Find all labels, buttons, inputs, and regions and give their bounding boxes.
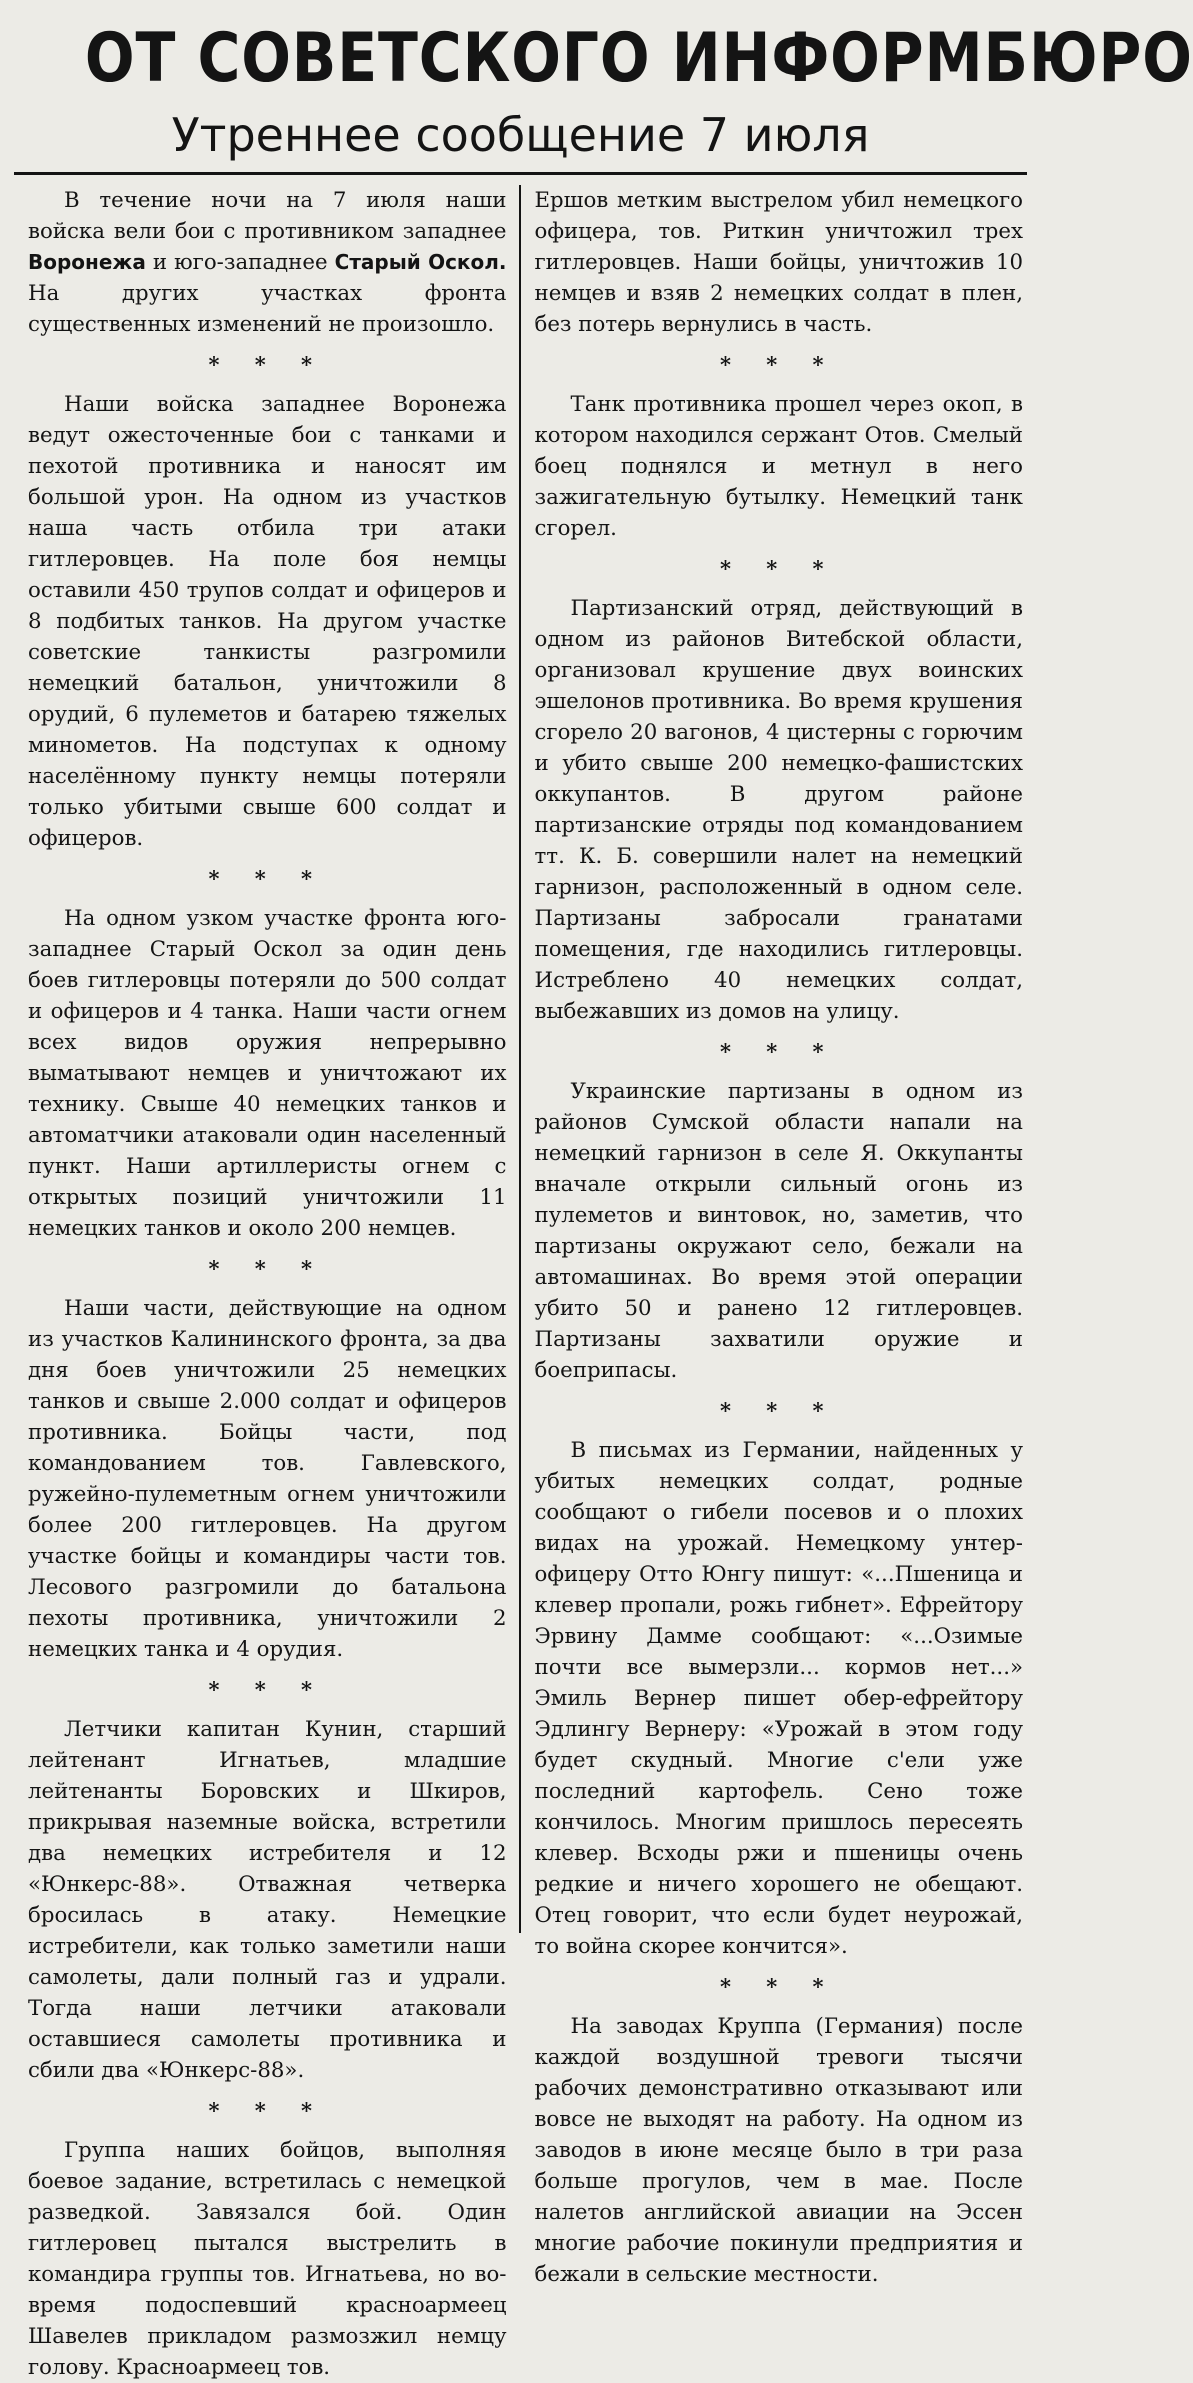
separator: * * *: [719, 1974, 838, 1999]
place-voronezh: Воронежа: [28, 250, 146, 274]
separator: * * *: [719, 1039, 838, 1064]
article-columns: [14, 185, 1027, 2380]
paragraph-4: Наши части, действующие на одном из участков Калининского фронта, за два дня боев уничтожили 25 немецких танков и свыше 2.000 солдат и офицеров противника. Бойцы части, под командованием тов. Гавлевского, ружейно-пулеметным огнем уничтожили более 200 гитлеровцев. На другом участке бойцы и командиры части тов. Лесового разгромили до батальона пехоты противника, уничтожили 2 немецких танка и 4 орудия.: [28, 1296, 507, 1662]
paragraph-2: Наши войска западнее Воронежа ведут ожесточенные бои с танками и пехотой противника и наносят им большой урон. На одном из участков наша часть отбила три атаки гитлеровцев. На поле боя немцы оставили 450 трупов солдат и офицеров и 8 подбитых танков. На другом участке советские танкисты разгромили немецкий батальон, уничтожили 8 орудий, 6 пулеметов и батарею тяжелых минометов. На подступах к одному населённому пункту немцы потеряли только убитыми свыше 600 солдат и офицеров.: [28, 392, 507, 851]
subheadline: Утреннее сообщение 7 июля: [171, 108, 870, 162]
paragraph-6: Группа наших бойцов, выполняя боевое задание, встретилась с немецкой разведкой. Завязался бой. Один гитлеровец пытался выстрелить в командира группы тов. Игнатьева, но во-время подоспевший красноармеец Шавелев прикладом размозжил немцу голову. Красноармеец тов.: [28, 2138, 507, 2380]
separator: * * *: [208, 2098, 327, 2123]
separator: * * *: [719, 1398, 838, 1423]
paragraph-5: Летчики капитан Кунин, старший лейтенант Игнатьев, младшие лейтенанты Боровских и Шкиров, прикрывая наземные войска, встретили два немецких истребителя и 12 «Юнкерс-88». Отважная четверка бросилась в атаку. Немецкие истребители, как только заметили наши самолеты, дали полный газ и удрали. Тогда наши летчики атаковали оставшиеся самолеты противника и сбили два «Юнкерс-88».: [28, 1717, 507, 2083]
paragraph-1-text-c: На других участках фронта существенных изменений не произошло.: [28, 281, 507, 337]
separator: * * *: [719, 352, 838, 377]
paragraph-1-text-b: и юго-западнее: [145, 250, 335, 275]
paragraph-10: В письмах из Германии, найденных у убитых немецких солдат, родные сообщают о гибели посевов и о плохих видах на урожай. Немецкому унтер-офицеру Отто Юнгу пишут: «...Пшеница и клевер пропали, рожь гибнет». Ефрейтору Эрвину Дамме сообщают: «...Озимые почти все вымерзли... кормов нет...» Эмиль Вернер пишет обер-ефрейтору Эдлингу Вернеру: «Урожай в этом году будет скудный. Многие с'ели уже последний картофель. Сено тоже кончилось. Многим пришлось пересеять клевер. Всходы ржи и пшеницы очень редкие и ничего хорошего не обещают. Отец говорит, что если будет неурожай, то война скорее кончится».: [534, 1438, 1023, 1959]
paragraph-1-text-a: В течение ночи на 7 июля наши войска вели бои с противником западнее: [28, 188, 507, 244]
separator: * * *: [208, 1256, 327, 1281]
paragraph-8: Партизанский отряд, действующий в одном из районов Витебской области, организовал крушение двух воинских эшелонов противника. Во время крушения сгорело 20 вагонов, 4 цистерны с горючим и убито свыше 200 немецко-фашистских оккупантов. В другом районе партизанские отряды под командованием тт. К. Б. совершили налет на немецкий гарнизон, расположенный в одном селе. Партизаны забросали гранатами помещения, где находились гитлеровцы. Истреблено 40 немецких солдат, выбежавших из домов на улицу.: [534, 596, 1023, 1024]
right-column: [521, 185, 1028, 2287]
paragraph-3: На одном узком участке фронта юго-западнее Старый Оскол за один день боев гитлеровцы потеряли до 500 солдат и офицеров и 4 танка. Наши части огнем всех видов оружия непрерывно выматывают немцев и уничтожают их технику. Свыше 40 немецких танков и автоматчики атаковали один населенный пункт. Наши артиллеристы огнем с открытых позиций уничтожили 11 немецких танков и около 200 немцев.: [28, 906, 507, 1241]
paragraph-11: На заводах Круппа (Германия) после каждой воздушной тревоги тысячи рабочих демонстративно отказывают или вовсе не выходят на работу. На одном из заводов в июне месяце было в три раза больше прогулов, чем в мае. После налетов английской авиации на Эссен многие рабочие покинули предприятия и бежали в сельские местности.: [534, 2014, 1023, 2287]
paragraph-9: Украинские партизаны в одном из районов Сумской области напали на немецкий гарнизон в селе Я. Оккупанты вначале открыли сильный огонь из пулеметов и винтовок, но, заметив, что партизаны окружают село, бежали на автомашинах. Во время этой операции убито 50 и ранено 12 гитлеровцев. Партизаны захватили оружие и боеприпасы.: [534, 1079, 1023, 1383]
left-column: [14, 185, 521, 2380]
headline: ОТ СОВЕТСКОГО ИНФОРМБЮРО: [84, 19, 1193, 98]
paragraph-6-continued: Ершов метким выстрелом убил немецкого офицера, тов. Риткин уничтожил трех гитлеровцев. Наши бойцы, уничтожив 10 немцев и взяв 2 немецких солдат в плен, без потерь вернулись в часть.: [534, 188, 1023, 337]
separator: * * *: [719, 556, 838, 581]
paragraph-7: Танк противника прошел через окоп, в котором находился сержант Отов. Смелый боец поднялся и метнул в него зажигательную бутылку. Немецкий танк сгорел.: [534, 392, 1023, 541]
place-stary-oskol: Старый Оскол.: [334, 250, 507, 274]
paragraph-1: [28, 185, 507, 340]
separator: * * *: [208, 352, 327, 377]
separator: * * *: [208, 866, 327, 891]
separator: * * *: [208, 1677, 327, 1702]
header-rule: [14, 172, 1027, 175]
